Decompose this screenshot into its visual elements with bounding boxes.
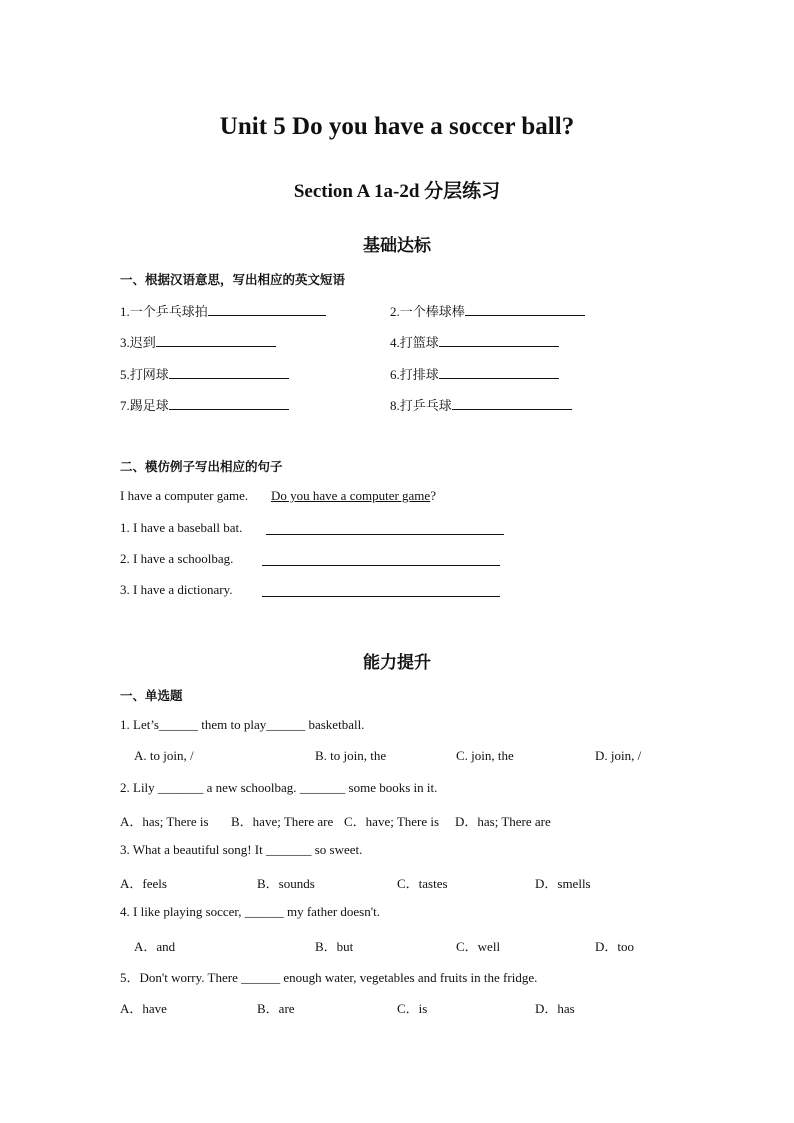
phrase-item (390, 332, 559, 351)
phrase-item (120, 332, 276, 351)
question-stem: 3. What a beautiful song! It _______ so sweet. (120, 842, 363, 857)
option-b[interactable]: B. to join, the (315, 748, 387, 763)
answer-blank[interactable] (169, 366, 289, 379)
phrase-item (120, 395, 289, 414)
sentence-prompt: 2. I have a schoolbag. (120, 551, 234, 566)
phrase-label: 3.迟到 (120, 335, 156, 350)
option-b[interactable]: B．are (257, 1001, 295, 1016)
phrase-label: 8.打乒乓球 (390, 398, 452, 413)
sentence-blank[interactable] (262, 553, 500, 571)
option-d[interactable]: D．has; There are (455, 814, 551, 829)
option-a[interactable]: A．and (134, 939, 176, 954)
page-subtitle: Section A 1a-2d 分层练习 (293, 181, 501, 202)
section-heading-advanced: 能力提升 (363, 653, 431, 672)
page-title: Unit 5 Do you have a soccer ball? (219, 113, 575, 140)
phrase-item (120, 301, 326, 320)
phrase-label: 6.打排球 (390, 367, 439, 382)
phrase-item (390, 395, 572, 414)
option-a[interactable]: A．has; There is (120, 814, 209, 829)
phrase-label: 5.打网球 (120, 367, 169, 382)
option-c[interactable]: C. join, the (456, 748, 514, 763)
example-prompt: I have a computer game. (120, 488, 249, 503)
option-c[interactable]: C．well (456, 939, 501, 954)
sentence-blank[interactable] (262, 584, 500, 602)
option-d[interactable]: D. join, / (595, 748, 642, 763)
example-answer-underlined: Do you have a computer game (271, 488, 431, 503)
answer-blank[interactable] (465, 303, 585, 316)
phrase-label: 7.踢足球 (120, 398, 169, 413)
phrase-item (390, 301, 585, 320)
option-a[interactable]: A. to join, / (134, 748, 194, 763)
option-d[interactable]: D．too (595, 939, 635, 954)
question-stem: 2. Lily _______ a new schoolbag. _______ some books in it. (120, 780, 438, 795)
option-c[interactable]: C．tastes (397, 876, 448, 891)
sentence-prompt: 3. I have a dictionary. (120, 582, 233, 597)
question-stem: 5．Don't worry. There ______ enough water, vegetables and fruits in the fridge. (120, 970, 538, 985)
phrase-label: 4.打篮球 (390, 335, 439, 350)
sentence-prompt: 1. I have a baseball bat. (120, 520, 243, 535)
option-a[interactable]: A．feels (120, 876, 167, 891)
answer-blank[interactable] (208, 303, 326, 316)
phrase-label: 2.一个棒球棒 (390, 304, 465, 319)
option-b[interactable]: B．sounds (257, 876, 315, 891)
sentence-blank[interactable] (266, 522, 504, 540)
question-stem: 1. Let’s______ them to play______ basketball. (120, 717, 365, 732)
answer-blank[interactable] (452, 397, 572, 410)
option-b[interactable]: B．but (315, 939, 354, 954)
section-heading-basic: 基础达标 (363, 236, 431, 255)
option-c[interactable]: C．is (397, 1001, 428, 1016)
answer-blank[interactable] (439, 334, 559, 347)
phrase-label: 1.一个乒乓球拍 (120, 304, 208, 319)
option-c[interactable]: C．have; There is (344, 814, 440, 829)
part-heading: 一、根据汉语意思，写出相应的英文短语 (120, 272, 346, 287)
part-heading: 一、单选题 (120, 688, 183, 703)
part-heading: 二、模仿例子写出相应的句子 (120, 459, 283, 474)
phrase-item (120, 364, 289, 383)
option-b[interactable]: B．have; There are (231, 814, 334, 829)
option-a[interactable]: A．have (120, 1001, 167, 1016)
answer-blank[interactable] (439, 366, 559, 379)
example-answer-end: ? (430, 488, 436, 503)
answer-blank[interactable] (156, 334, 276, 347)
option-d[interactable]: D．has (535, 1001, 575, 1016)
example-answer (271, 488, 436, 504)
option-d[interactable]: D．smells (535, 876, 591, 891)
question-stem: 4. I like playing soccer, ______ my father doesn't. (120, 904, 380, 919)
phrase-item (390, 364, 559, 383)
answer-blank[interactable] (169, 397, 289, 410)
